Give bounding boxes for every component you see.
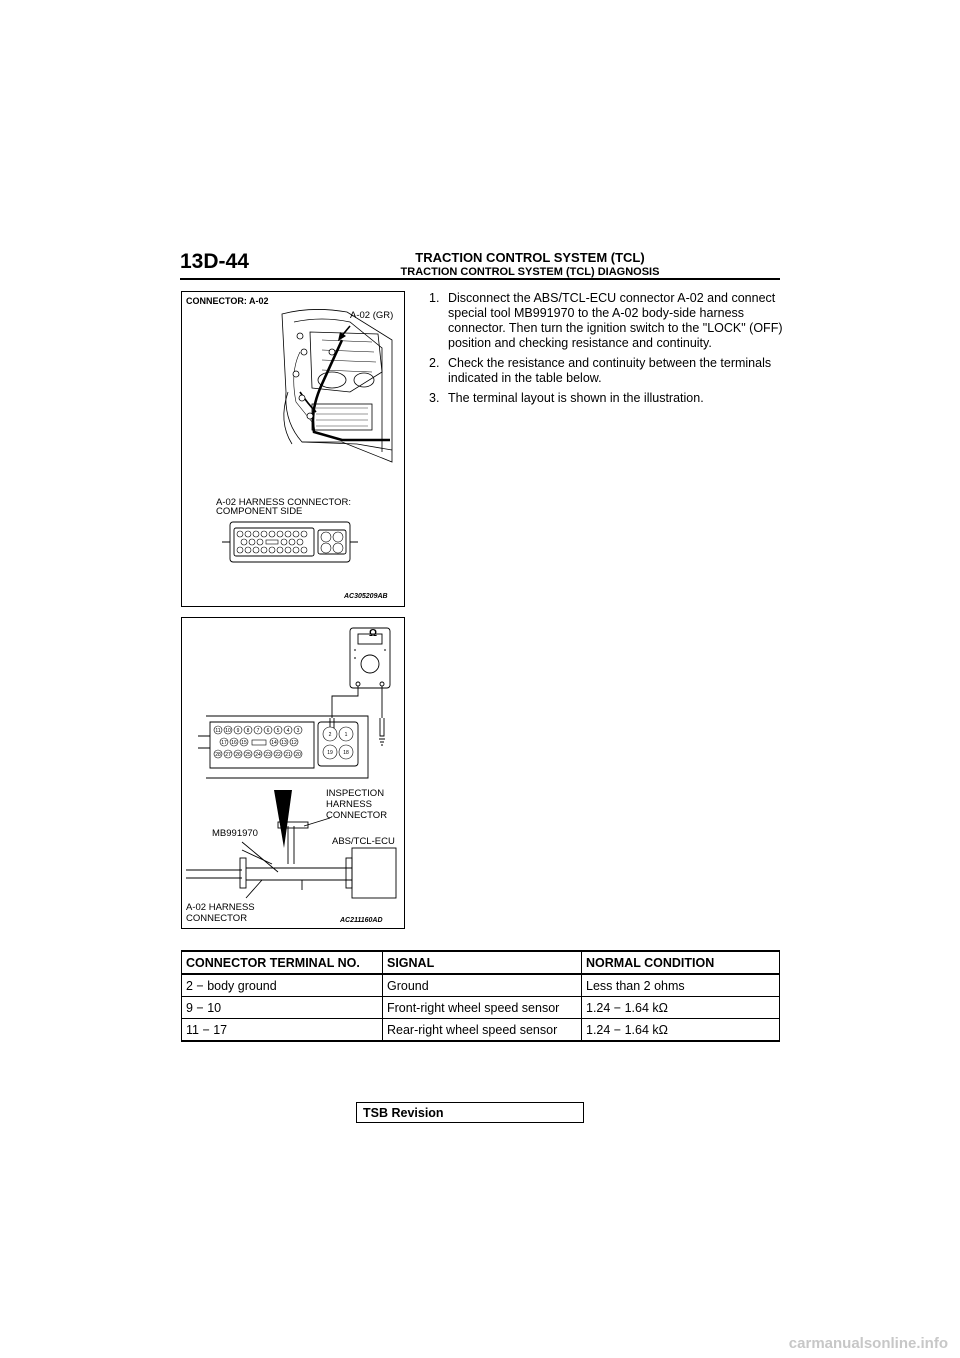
figure1-code: AC305209AB: [344, 593, 388, 600]
terminal-label: 14: [271, 740, 277, 746]
page-number: 13D-44: [180, 250, 249, 273]
terminal-label: 5: [276, 728, 280, 734]
terminal-label: 21: [285, 752, 291, 758]
step-item: [425, 291, 783, 351]
section-title: TRACTION CONTROL SYSTEM (TCL): [415, 250, 645, 265]
cell-terminal: 2 − body ground: [182, 974, 383, 997]
table-row: [182, 997, 780, 1019]
terminal-label: 4: [286, 728, 290, 734]
terminal-label: 26: [235, 752, 241, 758]
cell-condition: Less than 2 ohms: [582, 974, 780, 997]
step-text: Check the resistance and continuity between the terminals indicated in the table below.: [448, 356, 772, 385]
terminal-label: 15: [241, 740, 247, 746]
table-row: [182, 1019, 780, 1042]
section-subtitle: TRACTION CONTROL SYSTEM (TCL) DIAGNOSIS: [400, 266, 660, 278]
harness-connector-label: A-02 HARNESS CONNECTOR: [186, 902, 255, 924]
figure1-callout: A-02 (GR): [350, 310, 394, 321]
terminal-label: 27: [225, 752, 231, 758]
col-header-signal: SIGNAL: [383, 951, 582, 974]
tsb-revision-box: TSB Revision: [356, 1102, 584, 1123]
tool-label: MB991970: [212, 828, 258, 839]
terminal-label: 22: [275, 752, 281, 758]
terminal-label: 23: [265, 752, 271, 758]
terminal-label: 2: [328, 732, 332, 738]
step-number: 3.: [429, 391, 440, 405]
inspection-illustration: [182, 618, 404, 928]
terminal-label: 11: [215, 728, 221, 734]
terminal-label: 20: [295, 752, 301, 758]
step-text: The terminal layout is shown in the illustration.: [448, 391, 704, 405]
terminal-label: 9: [236, 728, 240, 734]
terminal-label: 17: [221, 740, 227, 746]
terminal-label: 8: [246, 728, 250, 734]
cell-condition: 1.24 − 1.64 kΩ: [582, 1019, 780, 1042]
table-row: [182, 974, 780, 997]
step-item: [425, 356, 783, 386]
terminal-label: 28: [215, 752, 221, 758]
watermark: carmanualsonline.info: [788, 1335, 948, 1352]
connector-location-figure: [181, 291, 405, 607]
terminal-label: 19: [327, 750, 333, 756]
inspection-connector-label: INSPECTION HARNESS CONNECTOR: [326, 788, 388, 821]
engine-bay-illustration: [182, 292, 404, 606]
terminal-label: 6: [266, 728, 270, 734]
header-rule: [180, 278, 780, 280]
terminal-label: 7: [256, 728, 260, 734]
step-number: 2.: [429, 356, 440, 370]
terminal-label: 25: [245, 752, 251, 758]
inspection-setup-figure: [181, 617, 405, 929]
step-text: Disconnect the ABS/TCL-ECU connector A-02 and connect special tool MB991970 to the A-02 body-side harness connector. Then turn the ignition switch to the "LOCK" (OFF) position and checking resistance and continuity.: [448, 291, 783, 350]
ecu-label: ABS/TCL-ECU: [332, 836, 395, 847]
terminal-label: 12: [291, 740, 297, 746]
cell-condition: 1.24 − 1.64 kΩ: [582, 997, 780, 1019]
cell-terminal: 11 − 17: [182, 1019, 383, 1042]
terminal-label: 13: [281, 740, 287, 746]
ohm-symbol: Ω: [368, 628, 378, 639]
table-header-row: [182, 951, 780, 974]
cell-signal: Rear-right wheel speed sensor: [383, 1019, 582, 1042]
cell-terminal: 9 − 10: [182, 997, 383, 1019]
terminal-label: 18: [343, 750, 349, 756]
step-number: 1.: [429, 291, 440, 305]
cell-signal: Ground: [383, 974, 582, 997]
terminal-label: 24: [255, 752, 261, 758]
terminal-label: 16: [231, 740, 237, 746]
figure1-heading: CONNECTOR: A-02: [186, 296, 269, 306]
col-header-terminal: CONNECTOR TERMINAL NO.: [182, 951, 383, 974]
col-header-condition: NORMAL CONDITION: [582, 951, 780, 974]
cell-signal: Front-right wheel speed sensor: [383, 997, 582, 1019]
terminal-spec-table: [181, 950, 780, 1042]
terminal-label: 3: [296, 728, 300, 734]
step-item: [425, 391, 783, 406]
terminal-label: 1: [344, 732, 348, 738]
figure2-code: AC211160AD: [340, 917, 383, 924]
procedure-steps: [425, 291, 783, 411]
terminal-label: 10: [225, 728, 231, 734]
figure1-connector-caption: A-02 HARNESS CONNECTOR: COMPONENT SIDE: [216, 497, 351, 517]
